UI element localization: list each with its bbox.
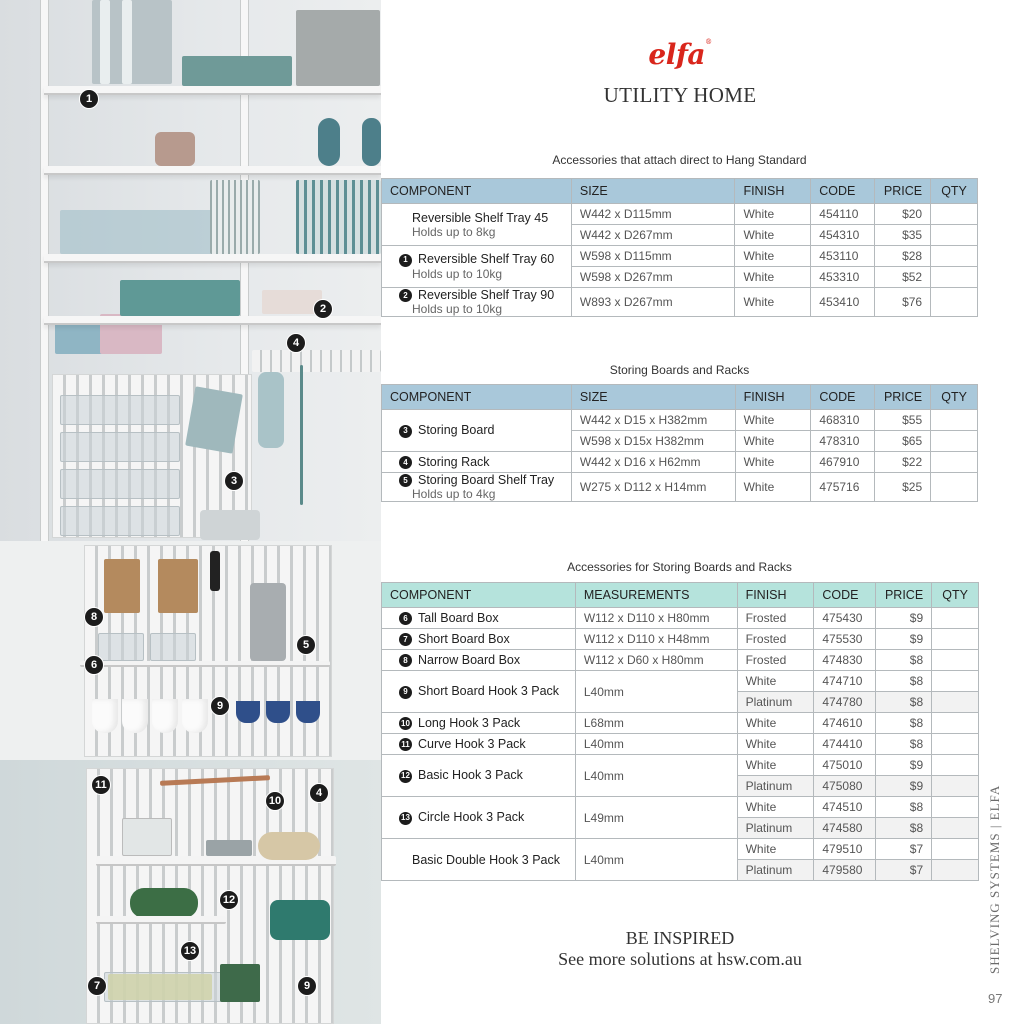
price-cell: $8 bbox=[876, 797, 932, 818]
size-cell: W112 x D60 x H80mm bbox=[575, 650, 737, 671]
price-cell: $20 bbox=[875, 204, 931, 225]
component-name: Reversible Shelf Tray 60 bbox=[418, 252, 555, 267]
finish-cell: White bbox=[735, 267, 811, 288]
finish-cell: Frosted bbox=[737, 650, 814, 671]
component-cell bbox=[382, 713, 576, 734]
code-cell: 453310 bbox=[811, 267, 875, 288]
component-name: Storing Rack bbox=[418, 454, 490, 469]
header-col-size: MEASUREMENTS bbox=[575, 583, 737, 608]
item-number-badge: 2 bbox=[399, 289, 412, 302]
size-cell: W598 x D15x H382mm bbox=[571, 431, 735, 452]
component-cell bbox=[382, 839, 576, 881]
component-cell bbox=[382, 755, 576, 797]
component-name: Basic Double Hook 3 Pack bbox=[412, 852, 560, 867]
component-name: Reversible Shelf Tray 45 bbox=[412, 210, 549, 225]
table-row bbox=[382, 288, 978, 317]
component-name: Short Board Hook 3 Pack bbox=[418, 684, 560, 699]
component-name: Storing Board bbox=[418, 423, 495, 438]
side-running-title: SHELVING SYSTEMS | ELFA bbox=[987, 784, 1002, 974]
header-col-qty: QTY bbox=[931, 179, 978, 204]
code-cell: 475716 bbox=[811, 473, 875, 502]
item-number-badge: 3 bbox=[399, 425, 412, 438]
qty-cell[interactable] bbox=[931, 431, 978, 452]
component-cell bbox=[382, 650, 576, 671]
finish-cell: White bbox=[737, 734, 814, 755]
finish-cell: White bbox=[737, 755, 814, 776]
be-inspired-heading: BE INSPIRED bbox=[625, 928, 735, 948]
size-cell: W598 x D115mm bbox=[571, 246, 735, 267]
header-col-price: PRICE bbox=[876, 583, 932, 608]
table-row bbox=[382, 452, 978, 473]
component-capacity: Holds up to 4kg bbox=[412, 487, 496, 502]
header-col-finish: FINISH bbox=[735, 385, 811, 410]
qty-cell[interactable] bbox=[932, 734, 979, 755]
table-row bbox=[382, 246, 978, 267]
code-cell: 474410 bbox=[814, 734, 876, 755]
component-name: Circle Hook 3 Pack bbox=[418, 810, 525, 825]
table-row bbox=[382, 671, 979, 692]
header-col-size: SIZE bbox=[571, 179, 735, 204]
item-number-badge: 10 bbox=[399, 717, 412, 730]
qty-cell[interactable] bbox=[931, 267, 978, 288]
code-cell: 468310 bbox=[811, 410, 875, 431]
header-col-qty: QTY bbox=[931, 385, 978, 410]
component-cell bbox=[382, 452, 572, 473]
size-cell: W112 x D110 x H80mm bbox=[575, 608, 737, 629]
code-cell: 454110 bbox=[811, 204, 875, 225]
item-number-badge: 1 bbox=[399, 254, 412, 267]
component-cell bbox=[382, 410, 572, 452]
price-cell: $28 bbox=[875, 246, 931, 267]
callout-13: 13 bbox=[180, 941, 200, 961]
table-row bbox=[382, 204, 978, 225]
price-cell: $8 bbox=[876, 671, 932, 692]
finish-cell: White bbox=[735, 473, 811, 502]
size-cell: W442 x D16 x H62mm bbox=[571, 452, 735, 473]
size-cell: W112 x D110 x H48mm bbox=[575, 629, 737, 650]
finish-cell: White bbox=[737, 797, 814, 818]
price-cell: $76 bbox=[875, 288, 931, 317]
callout-6: 6 bbox=[84, 655, 104, 675]
code-cell: 474510 bbox=[814, 797, 876, 818]
component-name: Short Board Box bbox=[418, 631, 510, 646]
code-cell: 453110 bbox=[811, 246, 875, 267]
price-cell: $8 bbox=[876, 650, 932, 671]
qty-cell[interactable] bbox=[931, 452, 978, 473]
callout-4: 4 bbox=[286, 333, 306, 353]
code-cell: 453410 bbox=[811, 288, 875, 317]
component-name: Narrow Board Box bbox=[418, 652, 521, 667]
page-number: 97 bbox=[988, 991, 1003, 1006]
component-name: Reversible Shelf Tray 90 bbox=[418, 288, 555, 302]
finish-cell: Platinum bbox=[737, 818, 814, 839]
finish-cell: White bbox=[735, 288, 811, 317]
table-row bbox=[382, 410, 978, 431]
table-board-rack-accessories bbox=[381, 582, 979, 881]
code-cell: 479580 bbox=[814, 860, 876, 881]
size-cell: W598 x D267mm bbox=[571, 267, 735, 288]
header-col-code: CODE bbox=[811, 385, 875, 410]
qty-cell[interactable] bbox=[932, 776, 979, 797]
table-row bbox=[382, 797, 979, 818]
finish-cell: White bbox=[735, 431, 811, 452]
size-cell: L40mm bbox=[575, 671, 737, 713]
callout-8: 8 bbox=[84, 607, 104, 627]
price-cell: $9 bbox=[876, 776, 932, 797]
table-row bbox=[382, 839, 979, 860]
table-row bbox=[382, 755, 979, 776]
finish-cell: Platinum bbox=[737, 860, 814, 881]
finish-cell: White bbox=[735, 225, 811, 246]
header-col-component: COMPONENT bbox=[382, 179, 572, 204]
price-cell: $9 bbox=[876, 629, 932, 650]
code-cell: 475530 bbox=[814, 629, 876, 650]
qty-cell[interactable] bbox=[932, 629, 979, 650]
section-title-hang-standard: Accessories that attach direct to Hang Standard bbox=[552, 153, 807, 167]
header-col-component: COMPONENT bbox=[382, 385, 572, 410]
header-col-code: CODE bbox=[811, 179, 875, 204]
code-cell: 474780 bbox=[814, 692, 876, 713]
component-cell bbox=[382, 608, 576, 629]
callout-11: 11 bbox=[91, 775, 111, 795]
code-cell: 475010 bbox=[814, 755, 876, 776]
component-cell bbox=[382, 797, 576, 839]
header-col-size: SIZE bbox=[571, 385, 735, 410]
callout-12: 12 bbox=[219, 890, 239, 910]
size-cell: W275 x D112 x H14mm bbox=[571, 473, 735, 502]
elfa-logo: elfa® bbox=[648, 38, 712, 71]
price-cell: $7 bbox=[876, 839, 932, 860]
component-name: Tall Board Box bbox=[418, 610, 499, 625]
size-cell: L40mm bbox=[575, 755, 737, 797]
header-col-finish: FINISH bbox=[737, 583, 814, 608]
qty-cell[interactable] bbox=[932, 650, 979, 671]
size-cell: L68mm bbox=[575, 713, 737, 734]
code-cell: 467910 bbox=[811, 452, 875, 473]
item-number-badge: 8 bbox=[399, 654, 412, 667]
finish-cell: Platinum bbox=[737, 692, 814, 713]
qty-cell[interactable] bbox=[932, 797, 979, 818]
photo-utility-wall bbox=[0, 0, 381, 541]
qty-cell[interactable] bbox=[932, 713, 979, 734]
qty-cell[interactable] bbox=[931, 410, 978, 431]
photo-storing-board bbox=[0, 541, 381, 760]
callout-9b: 9 bbox=[297, 976, 317, 996]
price-cell: $8 bbox=[876, 692, 932, 713]
qty-cell[interactable] bbox=[932, 839, 979, 860]
price-cell: $52 bbox=[875, 267, 931, 288]
size-cell: L40mm bbox=[575, 734, 737, 755]
code-cell: 454310 bbox=[811, 225, 875, 246]
size-cell: W442 x D115mm bbox=[571, 204, 735, 225]
header-col-finish: FINISH bbox=[735, 179, 811, 204]
component-capacity: Holds up to 10kg bbox=[412, 302, 503, 317]
callout-7: 7 bbox=[87, 976, 107, 996]
component-cell bbox=[382, 246, 572, 288]
qty-cell[interactable] bbox=[931, 246, 978, 267]
price-cell: $8 bbox=[876, 818, 932, 839]
item-number-badge: 13 bbox=[399, 812, 412, 825]
price-cell: $65 bbox=[875, 431, 931, 452]
code-cell: 474830 bbox=[814, 650, 876, 671]
finish-cell: White bbox=[735, 452, 811, 473]
code-cell: 474710 bbox=[814, 671, 876, 692]
component-cell bbox=[382, 671, 576, 713]
finish-cell: White bbox=[735, 410, 811, 431]
item-number-badge: 12 bbox=[399, 770, 412, 783]
price-cell: $8 bbox=[876, 713, 932, 734]
header-col-qty: QTY bbox=[932, 583, 979, 608]
callout-1: 1 bbox=[79, 89, 99, 109]
header-col-price: PRICE bbox=[875, 385, 931, 410]
table-row bbox=[382, 608, 979, 629]
code-cell: 475430 bbox=[814, 608, 876, 629]
component-cell bbox=[382, 629, 576, 650]
finish-cell: White bbox=[735, 204, 811, 225]
qty-cell[interactable] bbox=[931, 288, 978, 317]
page-title: UTILITY HOME bbox=[603, 83, 757, 107]
table-row bbox=[382, 473, 978, 502]
finish-cell: Frosted bbox=[737, 608, 814, 629]
finish-cell: Frosted bbox=[737, 629, 814, 650]
callout-2: 2 bbox=[313, 299, 333, 319]
component-name: Curve Hook 3 Pack bbox=[418, 736, 526, 751]
header-col-code: CODE bbox=[814, 583, 876, 608]
table-storing-boards-racks bbox=[381, 384, 978, 502]
callout-9: 9 bbox=[210, 696, 230, 716]
table-row bbox=[382, 734, 979, 755]
qty-cell[interactable] bbox=[932, 608, 979, 629]
qty-cell[interactable] bbox=[931, 204, 978, 225]
callout-4b: 4 bbox=[309, 783, 329, 803]
price-cell: $9 bbox=[876, 608, 932, 629]
table-row bbox=[382, 629, 979, 650]
qty-cell[interactable] bbox=[932, 818, 979, 839]
header-col-component: COMPONENT bbox=[382, 583, 576, 608]
section-title-storing-boards: Storing Boards and Racks bbox=[609, 363, 750, 377]
callout-5: 5 bbox=[296, 635, 316, 655]
price-cell: $35 bbox=[875, 225, 931, 246]
price-cell: $55 bbox=[875, 410, 931, 431]
price-cell: $7 bbox=[876, 860, 932, 881]
item-number-badge: 11 bbox=[399, 738, 412, 751]
component-name: Basic Hook 3 Pack bbox=[418, 768, 523, 783]
finish-cell: White bbox=[735, 246, 811, 267]
size-cell: W442 x D15 x H382mm bbox=[571, 410, 735, 431]
component-name: Long Hook 3 Pack bbox=[418, 715, 521, 730]
component-cell bbox=[382, 734, 576, 755]
callout-3: 3 bbox=[224, 471, 244, 491]
component-cell bbox=[382, 473, 572, 502]
price-cell: $8 bbox=[876, 734, 932, 755]
qty-cell[interactable] bbox=[932, 671, 979, 692]
item-number-badge: 4 bbox=[399, 456, 412, 469]
finish-cell: Platinum bbox=[737, 776, 814, 797]
code-cell: 479510 bbox=[814, 839, 876, 860]
table-row bbox=[382, 713, 979, 734]
finish-cell: White bbox=[737, 839, 814, 860]
qty-cell[interactable] bbox=[931, 473, 978, 502]
item-number-badge: 5 bbox=[399, 474, 412, 487]
code-cell: 475080 bbox=[814, 776, 876, 797]
table-row bbox=[382, 650, 979, 671]
be-inspired-link-text[interactable]: See more solutions at hsw.com.au bbox=[558, 949, 802, 969]
finish-cell: White bbox=[737, 671, 814, 692]
be-inspired bbox=[520, 928, 840, 970]
code-cell: 474580 bbox=[814, 818, 876, 839]
size-cell: L40mm bbox=[575, 839, 737, 881]
item-number-badge: 9 bbox=[399, 686, 412, 699]
code-cell: 474610 bbox=[814, 713, 876, 734]
component-capacity: Holds up to 10kg bbox=[412, 266, 503, 281]
item-number-badge: 6 bbox=[399, 612, 412, 625]
qty-cell[interactable] bbox=[932, 755, 979, 776]
qty-cell[interactable] bbox=[931, 225, 978, 246]
finish-cell: White bbox=[737, 713, 814, 734]
price-cell: $9 bbox=[876, 755, 932, 776]
header-col-price: PRICE bbox=[875, 179, 931, 204]
code-cell: 478310 bbox=[811, 431, 875, 452]
component-cell bbox=[382, 204, 572, 246]
size-cell: W442 x D267mm bbox=[571, 225, 735, 246]
qty-cell[interactable] bbox=[932, 860, 979, 881]
section-title-board-accessories: Accessories for Storing Boards and Racks bbox=[567, 560, 792, 574]
table-hang-standard-accessories bbox=[381, 178, 978, 317]
item-number-badge: 7 bbox=[399, 633, 412, 646]
size-cell: L49mm bbox=[575, 797, 737, 839]
callout-10: 10 bbox=[265, 791, 285, 811]
price-cell: $25 bbox=[875, 473, 931, 502]
size-cell: W893 x D267mm bbox=[571, 288, 735, 317]
component-name: Storing Board Shelf Tray bbox=[418, 473, 555, 487]
price-cell: $22 bbox=[875, 452, 931, 473]
component-cell bbox=[382, 288, 572, 317]
qty-cell[interactable] bbox=[932, 692, 979, 713]
component-capacity: Holds up to 8kg bbox=[412, 224, 496, 239]
